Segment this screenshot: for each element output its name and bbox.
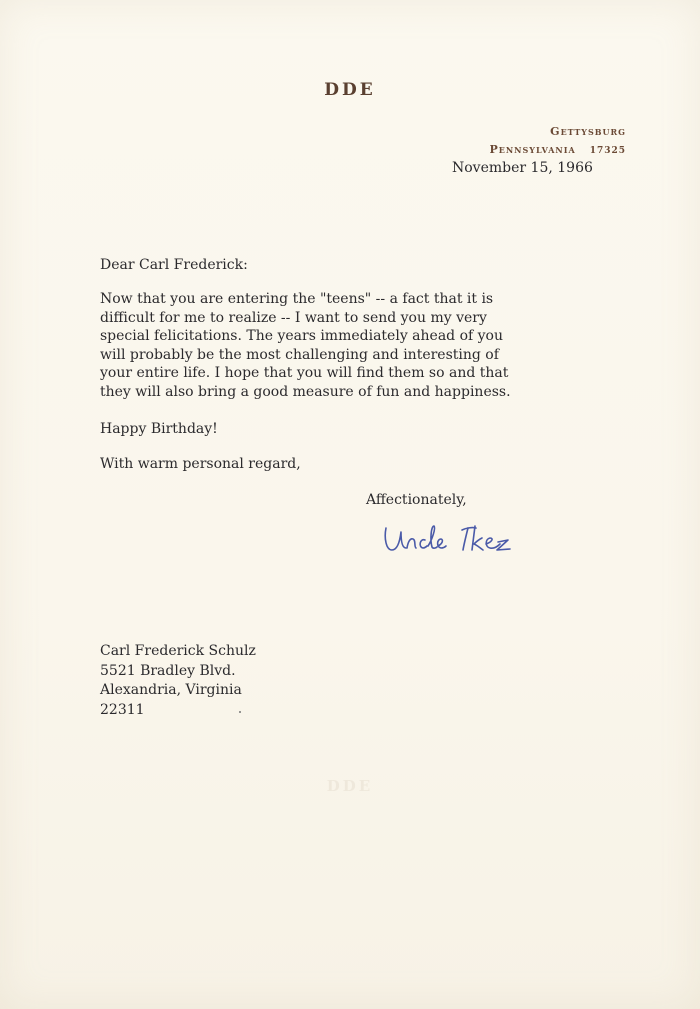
letter-date: November 15, 1966 [452,160,593,176]
body-line: difficult for me to realize -- I want to send you my very [100,309,487,326]
monogram-watermark: DDE [326,777,374,795]
letterhead-city: Gettysburg [550,125,626,138]
birthday-line: Happy Birthday! [100,421,218,437]
recipient-address [100,642,256,720]
recipient-zip: 22311 [100,701,145,718]
closing: Affectionately, [366,492,467,508]
salutation: Dear Carl Frederick: [100,257,248,273]
letterhead-state: Pennsylvania [489,143,576,156]
recipient-city-state: Alexandria, Virginia [100,682,242,698]
letterhead-monogram: DDE [324,80,376,100]
regard-line: With warm personal regard, [100,456,301,472]
body-line: will probably be the most challenging and interesting of [100,346,499,363]
letterhead-zip: 17325 [589,146,626,156]
recipient-name: Carl Frederick Schulz [100,643,256,659]
body-line: your entire life. I hope that you will find them so and that [100,365,509,382]
body-line: Now that you are entering the "teens" -- a fact that it is [100,291,494,307]
body-line: special felicitations. The years immediately ahead of you [100,328,503,345]
body-line: they will also bring a good measure of fun and happiness. [100,383,511,400]
letterhead-state-line [489,143,626,156]
handwritten-signature [380,520,540,560]
ink-speck [239,711,241,713]
letter-body [100,290,511,402]
recipient-street: 5521 Bradley Blvd. [100,662,236,679]
